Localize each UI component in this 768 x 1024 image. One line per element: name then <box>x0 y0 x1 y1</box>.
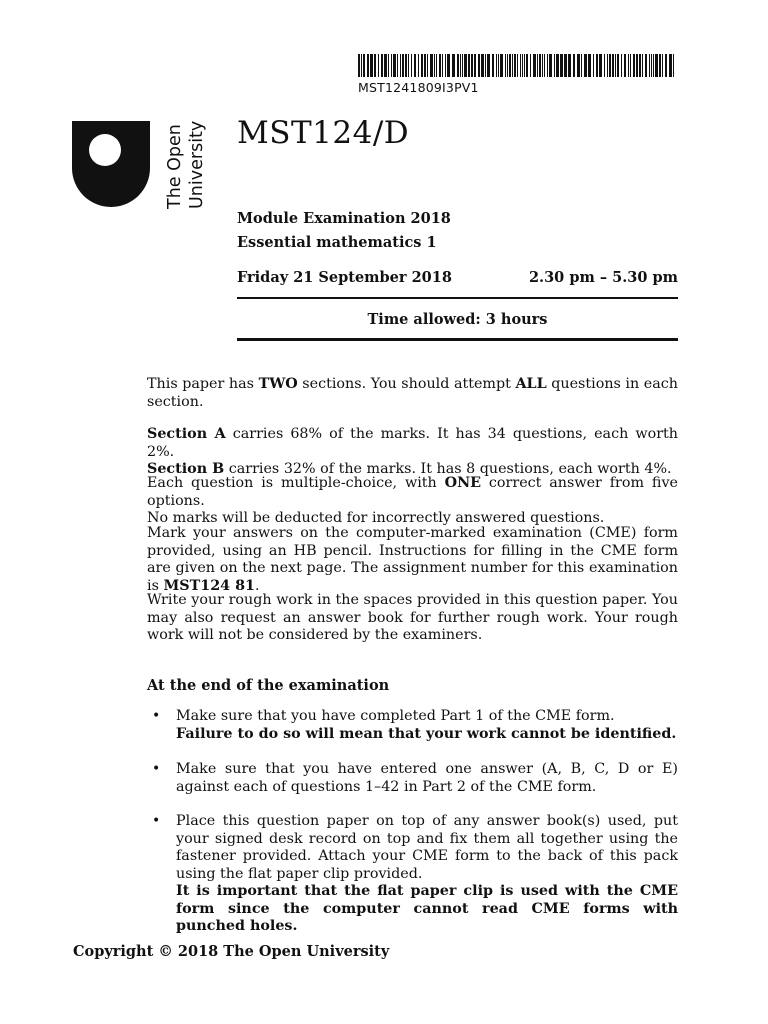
module-code: MST124/D <box>237 115 410 151</box>
line: No marks will be deducted for incorrectly answered questions. <box>147 510 605 526</box>
bullet-item-1 <box>176 708 678 743</box>
bullet-text: Make sure that you have entered one answer (A, B, C, D or E) against each of questions 1–42 in Part 2 of the CME form. <box>176 761 678 795</box>
time-allowed: Time allowed: 3 hours <box>367 311 548 328</box>
text: Each question is multiple-choice, with <box>147 475 445 491</box>
line <box>147 475 678 510</box>
text: carries 32% of the marks. It has 8 questions, each worth 4%. <box>224 461 672 477</box>
text: correct answer from five options. <box>147 475 678 509</box>
paragraph-cme-form <box>147 525 678 595</box>
text: carries 68% of the marks. It has 34 questions, each worth 2%. <box>147 426 678 460</box>
emphasis: ONE <box>444 475 482 491</box>
emphasis: TWO <box>258 376 298 392</box>
section-b-label: Section B <box>147 461 225 477</box>
assignment-number: MST124 81 <box>163 577 255 594</box>
bullet-warning: It is important that the flat paper clip is used with the CME form since the computer cannot read CME forms with punched holes. <box>176 883 678 934</box>
text: sections. You should attempt <box>297 376 516 392</box>
bullet-text: Make sure that you have completed Part 1 of the CME form. <box>176 708 615 724</box>
section-a-label: Section A <box>147 426 226 442</box>
bullet-warning: Failure to do so will mean that your work cannot be identified. <box>176 725 677 742</box>
text: questions in each section. <box>147 376 678 410</box>
logo-wordmark <box>163 121 207 209</box>
paragraph-section-weights <box>147 426 678 479</box>
bullet-text: Place this question paper on top of any answer book(s) used, put your signed desk record on top and fix them all together using the fastener provided. Attach your CME form to the back of this pack using the flat paper clip provided. <box>176 813 678 882</box>
paragraph-multiple-choice <box>147 475 678 528</box>
logo-line-1: The Open <box>165 124 185 209</box>
open-university-logo <box>72 121 150 207</box>
text: . <box>254 577 260 594</box>
bullet-marker: • <box>152 813 161 829</box>
text: This paper has <box>147 376 259 392</box>
exam-time: 2.30 pm – 5.30 pm <box>528 269 678 286</box>
paragraph-rough-work: Write your rough work in the spaces provided in this question paper. You may also request an answer book for further rough work. Your rough work will not be considered by the examiners. <box>147 592 678 643</box>
logo-wordmark-svg <box>163 121 207 209</box>
module-title: Essential mathematics 1 <box>237 234 437 251</box>
bullet-item-3 <box>176 813 678 936</box>
exam-name: Module Examination 2018 <box>237 210 451 227</box>
paragraph-sections <box>147 376 678 411</box>
emphasis: ALL <box>515 376 547 392</box>
bullet-item-2 <box>176 761 678 796</box>
bullet-marker: • <box>152 761 161 777</box>
barcode-number: MST1241809I3PV1 <box>358 80 479 95</box>
section-heading: At the end of the examination <box>147 677 390 694</box>
section-a-line <box>147 426 678 461</box>
logo-line-2: University <box>187 121 207 209</box>
text: Mark your answers on the computer-marked examination (CME) form provided, using an HB pencil. Instructions for filling in the CME form are given on the next page. The assignment number for this examination is <box>147 525 678 594</box>
bullet-marker: • <box>152 708 161 724</box>
exam-date: Friday 21 September 2018 <box>237 269 452 286</box>
divider-top <box>237 297 678 299</box>
copyright-notice: Copyright © 2018 The Open University <box>73 943 390 960</box>
barcode <box>358 54 674 77</box>
divider-bottom <box>237 338 678 341</box>
